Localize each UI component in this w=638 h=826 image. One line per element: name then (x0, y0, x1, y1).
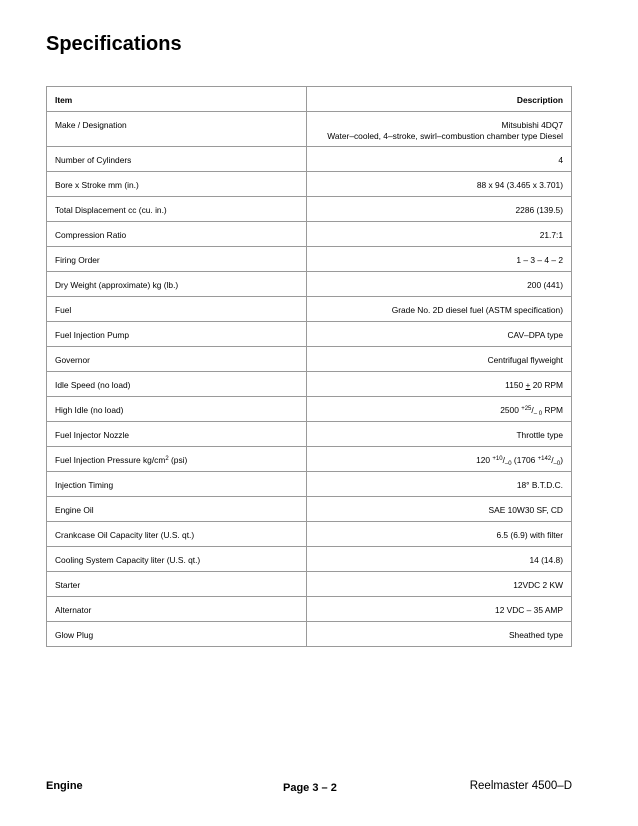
item-cell: Idle Speed (no load) (47, 372, 307, 397)
footer-section-name: Engine (46, 780, 83, 792)
item-cell: Firing Order (47, 247, 307, 272)
description-cell: Throttle type (307, 422, 572, 447)
item-cell: Total Displacement cc (cu. in.) (47, 197, 307, 222)
column-header-description: Description (307, 87, 572, 112)
specifications-table (46, 86, 572, 647)
table-header-row (47, 87, 572, 112)
table-row (47, 247, 572, 272)
description-cell: 88 x 94 (3.465 x 3.701) (307, 172, 572, 197)
table-row (47, 197, 572, 222)
item-cell: Compression Ratio (47, 222, 307, 247)
table-row (47, 112, 572, 147)
description-cell: 2286 (139.5) (307, 197, 572, 222)
item-cell: Starter (47, 572, 307, 597)
table-row (47, 472, 572, 497)
description-text: 1150 (505, 380, 526, 390)
description-cell: 200 (441) (307, 272, 572, 297)
tolerance-slash: / (531, 405, 534, 415)
item-cell: Fuel Injection Pump (47, 322, 307, 347)
description-cell: 14 (14.8) (307, 547, 572, 572)
description-line: Water–cooled, 4–stroke, swirl–combustion chamber type Diesel (327, 130, 563, 141)
item-cell: Governor (47, 347, 307, 372)
item-cell: Injection Timing (47, 472, 307, 497)
table-row (47, 297, 572, 322)
item-cell: Alternator (47, 597, 307, 622)
item-cell: Number of Cylinders (47, 147, 307, 172)
item-cell: Make / Designation (47, 112, 307, 147)
description-cell: Sheathed type (307, 622, 572, 647)
tolerance-lower: –0 (553, 461, 561, 467)
description-cell: Grade No. 2D diesel fuel (ASTM specification) (307, 297, 572, 322)
item-cell (47, 447, 307, 472)
item-cell: Fuel (47, 297, 307, 322)
tolerance-upper: +25 (521, 406, 532, 412)
description-text: 120 (476, 455, 493, 465)
item-cell: Cooling System Capacity liter (U.S. qt.) (47, 547, 307, 572)
description-text: RPM (542, 405, 563, 415)
table-row (47, 222, 572, 247)
description-text: ) (560, 455, 563, 465)
description-text: (1706 (511, 455, 538, 465)
description-cell: Centrifugal flyweight (307, 347, 572, 372)
item-cell: Fuel Injector Nozzle (47, 422, 307, 447)
tolerance-lower: –0 (504, 461, 512, 467)
description-cell: 1 – 3 – 4 – 2 (307, 247, 572, 272)
description-cell: 4 (307, 147, 572, 172)
tolerance-slash: / (502, 455, 505, 465)
description-cell: 21.7:1 (307, 222, 572, 247)
table-row (47, 422, 572, 447)
description-cell (307, 372, 572, 397)
table-row (47, 497, 572, 522)
table-row (47, 447, 572, 472)
item-cell: Glow Plug (47, 622, 307, 647)
description-cell: 12 VDC – 35 AMP (307, 597, 572, 622)
tolerance-upper: +142 (537, 456, 552, 462)
tolerance-upper: +10 (492, 456, 503, 462)
table-row (47, 322, 572, 347)
table-row (47, 522, 572, 547)
unit-exponent: 2 (165, 456, 169, 462)
column-header-item: Item (47, 87, 307, 112)
footer-page-number: Page 3 – 2 (283, 782, 337, 794)
item-cell: Crankcase Oil Capacity liter (U.S. qt.) (47, 522, 307, 547)
description-cell: CAV–DPA type (307, 322, 572, 347)
description-cell: 12VDC 2 KW (307, 572, 572, 597)
table-row (47, 547, 572, 572)
table-row (47, 372, 572, 397)
item-cell: Bore x Stroke mm (in.) (47, 172, 307, 197)
item-cell: Engine Oil (47, 497, 307, 522)
description-text: 20 RPM (530, 380, 563, 390)
footer-manual-title: Reelmaster 4500–D (469, 780, 572, 792)
description-cell: 18° B.T.D.C. (307, 472, 572, 497)
table-row (47, 622, 572, 647)
table-row (47, 572, 572, 597)
table-row (47, 272, 572, 297)
table-row (47, 397, 572, 422)
item-text: Fuel Injection Pressure kg/cm (55, 455, 166, 465)
description-cell: SAE 10W30 SF, CD (307, 497, 572, 522)
item-cell: High Idle (no load) (47, 397, 307, 422)
tolerance-lower: – 0 (533, 411, 543, 417)
table-row (47, 597, 572, 622)
plus-minus-symbol: + (525, 380, 531, 390)
item-text: (psi) (168, 455, 188, 465)
tolerance-slash: / (551, 455, 554, 465)
description-cell (307, 447, 572, 472)
item-cell: Dry Weight (approximate) kg (lb.) (47, 272, 307, 297)
page-title: Specifications (46, 33, 182, 55)
description-cell: 6.5 (6.9) with filter (307, 522, 572, 547)
table-row (47, 147, 572, 172)
description-text: 2500 (500, 405, 522, 415)
table-row (47, 172, 572, 197)
description-cell (307, 397, 572, 422)
description-cell (307, 112, 572, 147)
description-line: Mitsubishi 4DQ7 (501, 120, 563, 130)
table-row (47, 347, 572, 372)
